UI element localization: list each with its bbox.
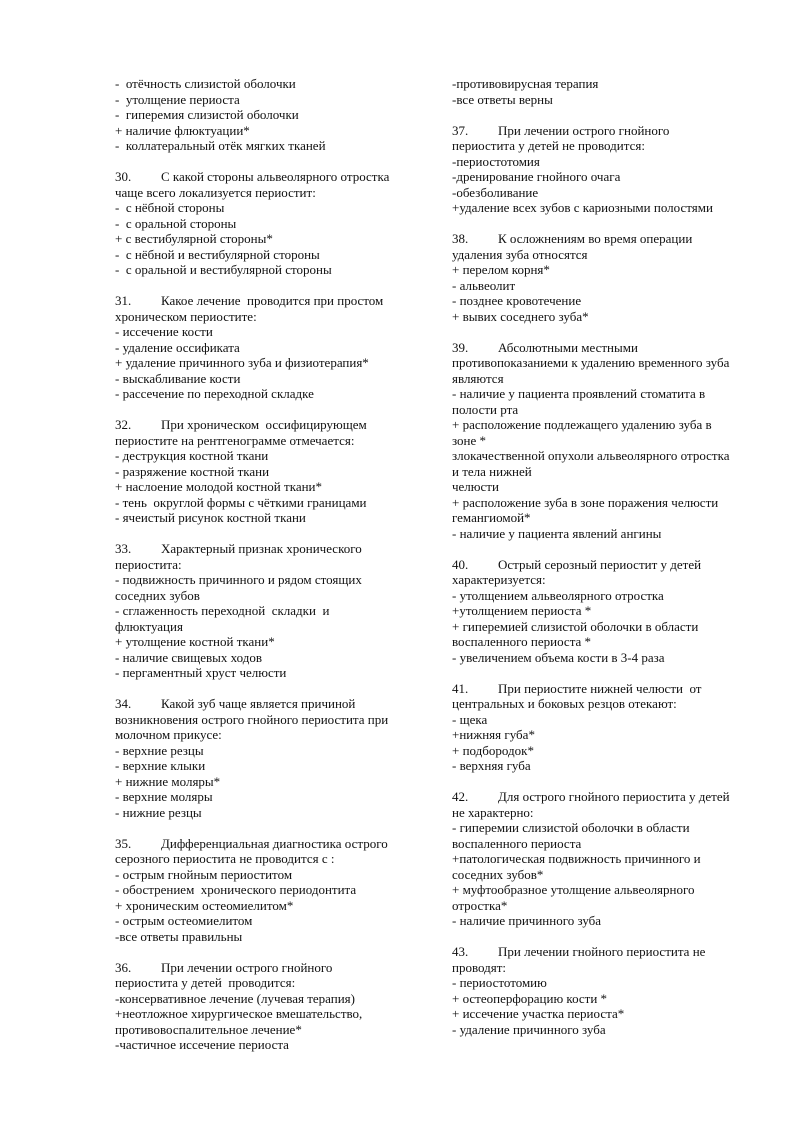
text-line: гемангиомой*: [452, 510, 531, 525]
answer-option-line: -обезболивание: [452, 184, 539, 200]
correct-answer-line: + с вестибулярной стороны*: [115, 231, 273, 246]
answer-option-line: - гиперемия слизистой оболочки: [115, 107, 299, 122]
answer-option-line: -частичное иссечение периоста: [115, 1037, 289, 1052]
text-line: периостита у детей проводится:: [115, 975, 296, 990]
correct-answer-line: + муфтообразное утолщение альвеолярного: [452, 882, 695, 897]
question-number: 33.: [115, 541, 132, 556]
text-line: челюсти: [452, 479, 499, 494]
correct-answer-line: +патологическая подвижность причинного и: [452, 851, 701, 866]
answer-option-line: - ячеистый рисунок костной ткани: [115, 510, 306, 525]
text-line: характеризуется:: [452, 572, 546, 587]
question-number: 42.: [452, 789, 469, 804]
question-block: [452, 123, 752, 216]
answer-option-line: - удаление оссификата: [115, 339, 240, 355]
text-line: проводят:: [452, 959, 507, 975]
text-line: возникновения острого гнойного периостита при: [115, 711, 389, 727]
question-text: Характерный признак хронического: [161, 541, 362, 556]
text-line: соседних зубов*: [452, 866, 544, 882]
correct-answer-line: + подбородок*: [452, 742, 534, 758]
continuation-block: [452, 76, 752, 107]
text-line: периостите на рентгенограмме отмечается:: [115, 432, 355, 448]
answer-option-line: - рассечение по переходной складке: [115, 386, 314, 401]
answer-option-line: - с нёбной и вестибулярной стороны: [115, 246, 320, 262]
answer-option-line: - пергаментный хруст челюсти: [115, 665, 287, 680]
question-number: 43.: [452, 944, 469, 959]
question-title-line: [452, 789, 752, 805]
correct-answer-line: +удаление всех зубов с кариозными полостями: [452, 200, 713, 215]
answer-option-line: - острым остеомиелитом: [115, 913, 253, 928]
correct-answer-line: +нижняя губа*: [452, 727, 535, 742]
answer-option-line: - коллатеральный отёк мягких тканей: [115, 138, 326, 153]
question-title-line: [115, 696, 415, 712]
question-number: 35.: [115, 835, 132, 851]
answer-option-line: - сглаженность переходной складки и: [115, 603, 330, 618]
continuation-block: [115, 76, 415, 154]
text-line: зоне *: [452, 432, 487, 448]
correct-answer-line: + вывих соседнего зуба*: [452, 308, 589, 324]
question-block: [115, 696, 415, 820]
question-block: [115, 417, 415, 526]
left-column: [115, 76, 415, 1068]
question-title-line: [115, 541, 415, 557]
answer-option-line: - тень округлой формы с чёткими границами: [115, 494, 367, 510]
answer-option-line: - с нёбной стороны: [115, 200, 225, 215]
question-title-line: [115, 836, 415, 852]
text-line: полости рта: [452, 401, 519, 417]
question-block: [452, 681, 752, 774]
question-title-line: [452, 340, 752, 356]
answer-option-line: - отёчность слизистой оболочки: [115, 76, 296, 91]
correct-answer-line: + иссечение участка периоста*: [452, 1006, 625, 1021]
question-number: 31.: [115, 293, 132, 308]
question-title-line: [115, 293, 415, 309]
answer-option-line: - наличие причинного зуба: [452, 913, 602, 928]
answer-option-line: - выскабливание кости: [115, 370, 241, 386]
correct-answer-line: + нижние моляры*: [115, 773, 221, 789]
question-text: При лечении гнойного периостита не: [498, 944, 706, 959]
question-number: 39.: [452, 339, 469, 355]
question-text: Абсолютными местными: [498, 339, 638, 355]
text-line: отростка*: [452, 897, 508, 913]
correct-answer-line: + наслоение молодой костной ткани*: [115, 479, 322, 494]
answer-option-line: - верхняя губа: [452, 758, 531, 773]
correct-answer-line: + гиперемией слизистой оболочки в области: [452, 618, 699, 634]
question-text: При хроническом оссифицирующем: [161, 417, 367, 432]
question-block: [115, 169, 415, 278]
text-line: злокачественной опухоли альвеолярного отростка: [452, 448, 730, 463]
question-block: [452, 557, 752, 666]
correct-answer-line: + остеоперфорацию кости *: [452, 990, 608, 1006]
answer-option-line: - увеличением объема кости в 3-4 раза: [452, 649, 665, 665]
question-number: 41.: [452, 680, 469, 696]
question-title-line: [115, 169, 415, 185]
question-block: [115, 960, 415, 1053]
answer-option-line: - с оральной стороны: [115, 215, 237, 231]
question-block: [452, 231, 752, 324]
question-text: С какой стороны альвеолярного отростка: [161, 169, 390, 184]
answer-option-line: -консервативное лечение (лучевая терапия): [115, 990, 355, 1006]
text-line: хроническом периостите:: [115, 308, 257, 324]
answer-option-line: - деструкция костной ткани: [115, 448, 269, 463]
answer-option-line: - верхние резцы: [115, 742, 204, 758]
question-block: [452, 944, 752, 1037]
answer-option-line: - наличие у пациента проявлений стоматита в: [452, 386, 706, 401]
text-line: являются: [452, 370, 504, 386]
answer-option-line: - альвеолит: [452, 277, 516, 293]
answer-option-line: -все ответы правильны: [115, 928, 243, 944]
answer-option-line: -периостотомия: [452, 153, 540, 169]
question-text: Какой зуб чаще является причиной: [161, 696, 356, 711]
answer-option-line: - обострением хронического периодонтита: [115, 882, 357, 897]
question-number: 40.: [452, 556, 469, 572]
question-number: 36.: [115, 959, 132, 975]
text-line: периостита у детей не проводится:: [452, 138, 645, 153]
answer-option-line: - острым гнойным периоститом: [115, 866, 293, 882]
question-text: Дифференциальная диагностика острого: [161, 835, 388, 851]
question-title-line: [115, 960, 415, 976]
right-column: [452, 76, 752, 1053]
text-line: серозного периостита не проводится с :: [115, 851, 335, 866]
answer-option-line: - наличие у пациента явлений ангины: [452, 525, 662, 541]
question-number: 30.: [115, 169, 132, 184]
answer-option-line: - с оральной и вестибулярной стороны: [115, 262, 332, 277]
answer-option-line: -все ответы верны: [452, 91, 553, 107]
question-block: [115, 541, 415, 681]
question-text: При лечении острого гнойного: [161, 959, 333, 975]
question-number: 37.: [452, 122, 469, 138]
question-number: 34.: [115, 696, 132, 711]
question-title-line: [452, 681, 752, 697]
question-block: [452, 340, 752, 542]
question-text: Какое лечение проводится при простом: [161, 293, 384, 308]
answer-option-line: - нижние резцы: [115, 804, 202, 820]
text-line: противовоспалительное лечение*: [115, 1021, 302, 1037]
answer-option-line: -противовирусная терапия: [452, 76, 599, 91]
correct-answer-line: + расположение подлежащего удалению зуба в: [452, 417, 712, 432]
question-text: При лечении острого гнойного: [498, 122, 670, 138]
text-line: центральных и боковых резцов отекают:: [452, 696, 677, 711]
question-number: 38.: [452, 231, 469, 246]
text-line: соседних зубов: [115, 587, 200, 603]
text-line: воспаленного периоста *: [452, 634, 592, 649]
answer-option-line: - верхние клыки: [115, 758, 206, 773]
answer-option-line: - наличие свищевых ходов: [115, 649, 263, 665]
text-line: и тела нижней: [452, 463, 532, 479]
text-line: чаще всего локализуется периостит:: [115, 184, 316, 200]
text-line: удаления зуба относятся: [452, 246, 588, 262]
question-number: 32.: [115, 417, 132, 432]
question-text: Для острого гнойного периостита у детей: [498, 789, 730, 804]
correct-answer-line: + наличие флюктуации*: [115, 122, 250, 138]
question-title-line: [115, 417, 415, 433]
answer-option-line: - разряжение костной ткани: [115, 463, 270, 479]
answer-option-line: - иссечение кости: [115, 324, 213, 339]
text-line: воспаленного периоста: [452, 835, 582, 851]
text-line: флюктуация: [115, 618, 183, 634]
correct-answer-line: + расположение зуба в зоне поражения челюсти: [452, 494, 719, 510]
question-title-line: [452, 231, 752, 247]
question-block: [115, 293, 415, 402]
question-title-line: [452, 944, 752, 960]
question-text: Острый серозный периостит у детей: [498, 556, 702, 572]
answer-option-line: - периостотомию: [452, 975, 547, 990]
question-title-line: [452, 557, 752, 573]
text-line: молочном прикусе:: [115, 727, 222, 742]
correct-answer-line: + перелом корня*: [452, 262, 550, 277]
answer-option-line: - верхние моляры: [115, 789, 213, 804]
text-line: противопоказаниеми к удалению временного зуба: [452, 355, 730, 370]
answer-option-line: -дренирование гнойного очага: [452, 169, 621, 184]
answer-option-line: - подвижность причинного и рядом стоящих: [115, 572, 362, 587]
answer-option-line: - утолщение периоста: [115, 91, 240, 107]
question-text: К осложнениям во время операции: [498, 231, 693, 246]
correct-answer-line: + хроническим остеомиелитом*: [115, 897, 294, 913]
answer-option-line: - удаление причинного зуба: [452, 1021, 606, 1037]
answer-option-line: - утолщением альвеолярного отростка: [452, 587, 664, 603]
correct-answer-line: + удаление причинного зуба и физиотерапия*: [115, 355, 369, 370]
question-block: [452, 789, 752, 929]
correct-answer-line: + утолщение костной ткани*: [115, 634, 275, 649]
answer-option-line: - щека: [452, 711, 488, 727]
question-title-line: [452, 123, 752, 139]
question-block: [115, 836, 415, 945]
answer-option-line: - позднее кровотечение: [452, 293, 582, 308]
text-line: не характерно:: [452, 804, 534, 820]
correct-answer-line: +неотложное хирургическое вмешательство,: [115, 1006, 363, 1021]
text-line: периостита:: [115, 556, 182, 572]
question-text: При периостите нижней челюсти от: [498, 680, 702, 696]
answer-option-line: - гиперемии слизистой оболочки в области: [452, 820, 690, 835]
correct-answer-line: +утолщением периоста *: [452, 603, 592, 618]
